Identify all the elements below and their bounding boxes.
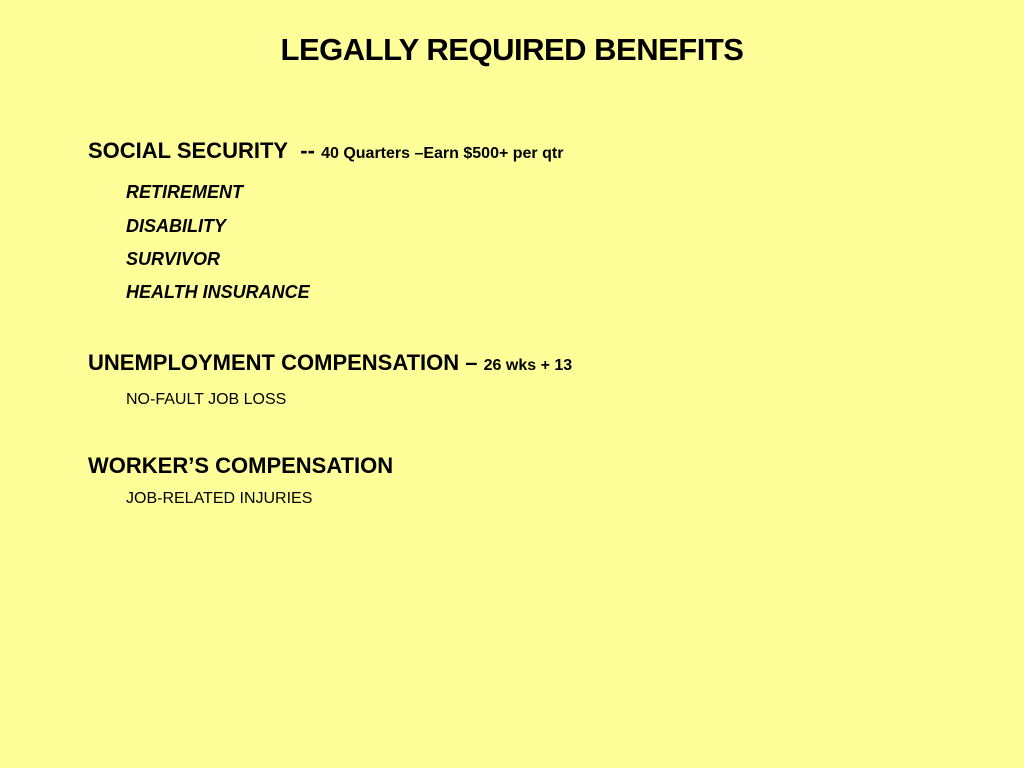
list-item-retirement: RETIREMENT [126, 182, 243, 202]
social-security-label: SOCIAL SECURITY [88, 138, 289, 163]
unemployment-note: 26 wks + 13 [483, 357, 573, 374]
list-item-disability: DISABILITY [126, 216, 227, 236]
social-security-heading [88, 138, 563, 164]
unemployment-separator: – [465, 350, 478, 375]
unemployment-label: UNEMPLOYMENT COMPENSATION [88, 350, 460, 375]
slide-title: LEGALLY REQUIRED BENEFITS [280, 32, 744, 67]
social-security-separator: -- [300, 138, 315, 163]
unemployment-heading [88, 350, 572, 376]
list-item-health-insurance: HEALTH INSURANCE [126, 282, 310, 302]
social-security-note: 40 Quarters –Earn $500+ per qtr [321, 145, 564, 162]
list-item-survivor: SURVIVOR [126, 249, 221, 269]
workers-comp-heading: WORKER’S COMPENSATION [88, 453, 394, 478]
list-item-job-related-injuries: JOB-RELATED INJURIES [126, 490, 313, 507]
list-item-no-fault-job-loss: NO-FAULT JOB LOSS [126, 391, 287, 408]
